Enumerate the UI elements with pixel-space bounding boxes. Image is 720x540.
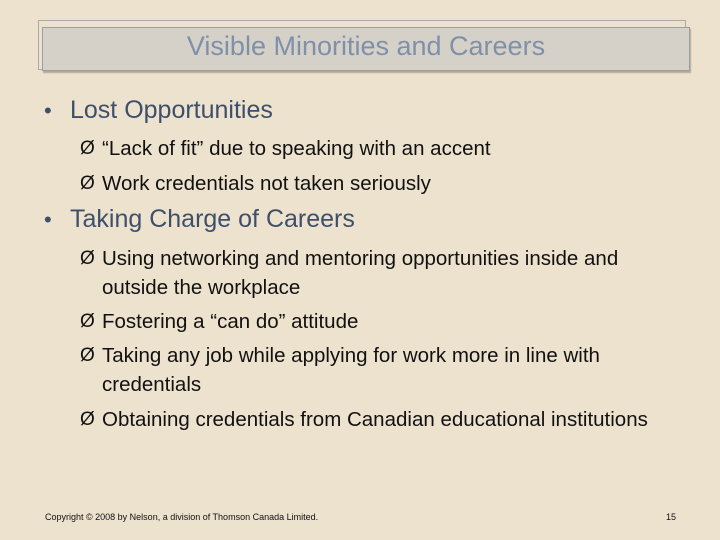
bullet-label: Taking Charge of Careers — [70, 205, 355, 233]
sub-item-text: “Lack of fit” due to speaking with an accent — [102, 137, 491, 160]
sub-item-text: Work credentials not taken seriously — [102, 172, 431, 195]
copyright-footer: Copyright © 2008 by Nelson, a division of Thomson Canada Limited. — [45, 512, 319, 522]
sub-item — [80, 341, 680, 399]
sub-item — [80, 134, 680, 163]
sub-item-text: Obtaining credentials from Canadian educational institutions — [102, 408, 648, 431]
arrowhead-icon: Ø — [80, 173, 95, 194]
arrowhead-icon: Ø — [80, 345, 95, 366]
arrowhead-icon: Ø — [80, 311, 95, 332]
arrowhead-icon: Ø — [80, 248, 95, 269]
sub-item — [80, 169, 680, 198]
arrowhead-icon: Ø — [80, 409, 95, 430]
bullet-taking-charge — [44, 205, 355, 234]
sub-item-text: Using networking and mentoring opportunities inside and outside the workplace — [102, 247, 619, 299]
arrowhead-icon: Ø — [80, 138, 95, 159]
sub-item-text: Fostering a “can do” attitude — [102, 310, 359, 333]
bullet-dot-icon: • — [44, 207, 52, 232]
sub-item — [80, 244, 680, 302]
bullet-label: Lost Opportunities — [70, 96, 273, 124]
slide-title: Visible Minorities and Careers — [186, 31, 546, 61]
page-number: 15 — [665, 512, 676, 522]
sub-item — [80, 307, 680, 336]
sub-item-text: Taking any job while applying for work more in line with credentials — [102, 344, 600, 396]
bullet-dot-icon: • — [44, 98, 52, 123]
bullet-lost-opportunities — [44, 96, 273, 125]
sub-item — [80, 405, 680, 434]
